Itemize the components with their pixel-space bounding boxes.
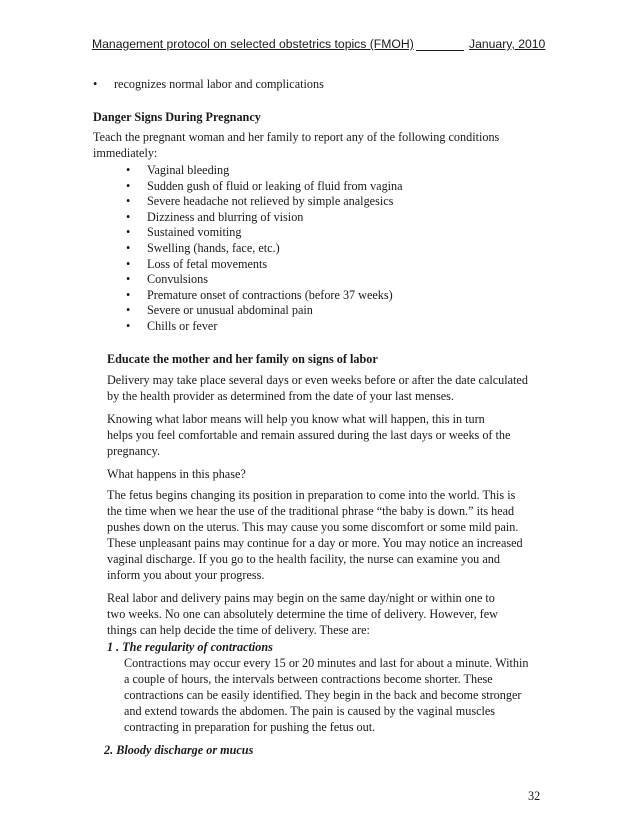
- danger-item: • Loss of fetal movements: [147, 257, 267, 273]
- danger-intro-line-2: immediately:: [93, 146, 158, 160]
- sub2-heading: 2. Bloody discharge or mucus: [104, 743, 254, 757]
- danger-item: • Dizziness and blurring of vision: [147, 210, 303, 226]
- sub1-line: Contractions may occur every 15 or 20 minutes and last for about a minute. Within: [124, 656, 529, 670]
- danger-item: • Severe headache not relieved by simple analgesics: [147, 194, 393, 210]
- p2-line: helps you feel comfortable and remain assured during the last days or weeks of the: [107, 428, 511, 442]
- p2-line: Knowing what labor means will help you know what will happen, this in turn: [107, 412, 485, 426]
- sub1-line: and extend towards the abdomen. The pain is caused by the vaginal muscles: [124, 704, 496, 718]
- danger-item: • Convulsions: [147, 272, 208, 288]
- page-number: 32: [528, 789, 541, 803]
- danger-heading: Danger Signs During Pregnancy: [93, 110, 261, 124]
- sub1-heading: 1 . The regularity of contractions: [107, 640, 273, 654]
- p3-line: the time when we hear the use of the traditional phrase “the baby is down.” its head: [107, 504, 515, 518]
- danger-item: • Vaginal bleeding: [147, 163, 229, 179]
- sub1-line: contractions can be easily identified. They begin in the back and become stronger: [124, 688, 522, 702]
- p1-line: by the health provider as determined from the date of your last menses.: [107, 389, 454, 403]
- p4-line: two weeks. No one can absolutely determine the time of delivery. However, few: [107, 607, 498, 621]
- danger-item: • Sustained vomiting: [147, 225, 241, 241]
- p4-line: things can help decide the time of delivery. These are:: [107, 623, 370, 637]
- top-bullet: • recognizes normal labor and complications: [114, 77, 324, 93]
- sub1-line: contracting in preparation for pushing the fetus out.: [124, 720, 376, 734]
- danger-item: • Premature onset of contractions (before 37 weeks): [147, 288, 393, 304]
- p3-line: pushes down on the uterus. This may cause you some discomfort or some mild pain.: [107, 520, 519, 534]
- p4-line: Real labor and delivery pains may begin on the same day/night or within one to: [107, 591, 495, 605]
- danger-item: • Swelling (hands, face, etc.): [147, 241, 280, 257]
- sub1-line: a couple of hours, the intervals between contractions become shorter. These: [124, 672, 493, 686]
- p3-line: inform you about your progress.: [107, 568, 265, 582]
- p3-line: These unpleasant pains may continue for a day or more. You may notice an increased: [107, 536, 523, 550]
- header-rule: [416, 50, 464, 51]
- educate-heading: Educate the mother and her family on signs of labor: [107, 352, 378, 366]
- danger-item: • Chills or fever: [147, 319, 217, 335]
- p3-line: The fetus begins changing its position in preparation to come into the world. This is: [107, 488, 516, 502]
- p3-line: vaginal discharge. If you go to the health facility, the nurse can examine you and: [107, 552, 500, 566]
- p2-line: pregnancy.: [107, 444, 161, 458]
- question-line: What happens in this phase?: [107, 467, 246, 481]
- danger-item: • Severe or unusual abdominal pain: [147, 303, 313, 319]
- danger-intro-line-1: Teach the pregnant woman and her family to report any of the following conditions: [93, 130, 500, 144]
- header-title: Management protocol on selected obstetrics topics (FMOH): [92, 37, 414, 51]
- danger-item: • Sudden gush of fluid or leaking of fluid from vagina: [147, 179, 403, 195]
- p1-line: Delivery may take place several days or even weeks before or after the date calculated: [107, 373, 528, 387]
- header-date: January, 2010: [469, 37, 546, 51]
